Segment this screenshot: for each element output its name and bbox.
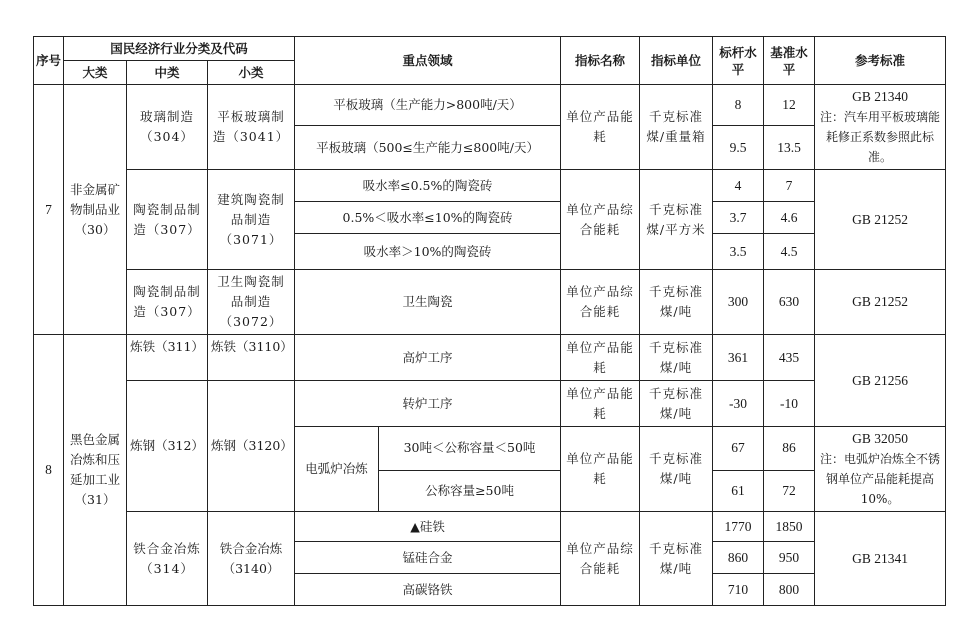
indicator-cell: 单位产品综合能耗 xyxy=(561,270,640,335)
field-cell: 平板玻璃（生产能力>800吨/天） xyxy=(295,85,561,126)
reference-cell xyxy=(815,427,946,512)
mid-cell: 炼钢（312） xyxy=(127,381,208,512)
reference-cell xyxy=(815,85,946,170)
unit-cell: 千克标准煤/吨 xyxy=(640,512,713,606)
table-row xyxy=(34,335,946,381)
arc-label-cell: 电弧炉冶炼 xyxy=(295,427,379,512)
mid-cell: 玻璃制造（304） xyxy=(127,85,208,170)
indicator-cell: 单位产品综合能耗 xyxy=(561,512,640,606)
major-cell: 非金属矿物制品业（30） xyxy=(64,85,127,335)
reference-note: 注：电弧炉冶炼全不锈钢单位产品能耗提高10%。 xyxy=(820,452,941,506)
minor-cell: 铁合金冶炼（3140） xyxy=(208,512,295,606)
indicator-cell: 单位产品综合能耗 xyxy=(561,170,640,270)
unit-cell: 千克标准煤/吨 xyxy=(640,427,713,512)
mid-cell: 铁合金冶炼（314） xyxy=(127,512,208,606)
unit-cell: 千克标准煤/吨 xyxy=(640,270,713,335)
header-industry-group: 国民经济行业分类及代码 xyxy=(64,37,295,61)
minor-cell: 炼钢（3120） xyxy=(208,381,295,512)
benchmark-cell: 61 xyxy=(713,470,764,511)
benchmark-cell: 8 xyxy=(713,85,764,126)
reference-cell: GB 21256 xyxy=(815,335,946,427)
benchmark-cell: -30 xyxy=(713,381,764,427)
table-row xyxy=(34,381,946,427)
indicator-cell: 单位产品能耗 xyxy=(561,85,640,170)
baseline-cell: 1850 xyxy=(764,512,815,542)
table-row xyxy=(34,512,946,542)
field-cell: 锰硅合金 xyxy=(295,542,561,574)
minor-cell: 建筑陶瓷制品制造（3071） xyxy=(208,170,295,270)
header-minor: 小类 xyxy=(208,61,295,85)
baseline-cell: 86 xyxy=(764,427,815,471)
unit-cell: 千克标准煤/吨 xyxy=(640,335,713,381)
table-row xyxy=(34,170,946,202)
benchmark-cell: 3.7 xyxy=(713,202,764,234)
field-cell: ▲硅铁 xyxy=(295,512,561,542)
field-cell: 高炉工序 xyxy=(295,335,561,381)
header-mid: 中类 xyxy=(127,61,208,85)
mid-cell: 炼铁（311） xyxy=(127,335,208,381)
benchmark-cell: 3.5 xyxy=(713,234,764,270)
benchmark-cell: 4 xyxy=(713,170,764,202)
minor-cell: 卫生陶瓷制品制造（3072） xyxy=(208,270,295,335)
reference-cell: GB 21341 xyxy=(815,512,946,606)
header-row-1 xyxy=(34,37,946,61)
mid-cell: 陶瓷制品制造（307） xyxy=(127,270,208,335)
reference-code: GB 32050 xyxy=(852,431,908,446)
field-cell: 转炉工序 xyxy=(295,381,561,427)
unit-cell: 千克标准煤/吨 xyxy=(640,381,713,427)
field-cell: 卫生陶瓷 xyxy=(295,270,561,335)
benchmark-cell: 1770 xyxy=(713,512,764,542)
header-indicator-name: 指标名称 xyxy=(561,37,640,85)
header-baseline: 基准水平 xyxy=(764,37,815,85)
major-cell: 黑色金属冶炼和压延加工业（31） xyxy=(64,335,127,606)
benchmark-cell: 9.5 xyxy=(713,126,764,170)
field-cell: 0.5%＜吸水率≤10%的陶瓷砖 xyxy=(295,202,561,234)
field-cell: 吸水率＞10%的陶瓷砖 xyxy=(295,234,561,270)
field-cell: 30吨＜公称容量＜50吨 xyxy=(379,427,561,471)
minor-cell: 炼铁（3110） xyxy=(208,335,295,381)
header-seq: 序号 xyxy=(34,37,64,85)
seq-cell: 8 xyxy=(34,335,64,606)
unit-cell: 千克标准煤/重量箱 xyxy=(640,85,713,170)
reference-cell: GB 21252 xyxy=(815,170,946,270)
baseline-cell: 7 xyxy=(764,170,815,202)
header-indicator-unit: 指标单位 xyxy=(640,37,713,85)
benchmark-cell: 710 xyxy=(713,574,764,606)
benchmark-cell: 67 xyxy=(713,427,764,471)
unit-cell: 千克标准煤/平方米 xyxy=(640,170,713,270)
header-field: 重点领域 xyxy=(295,37,561,85)
reference-note: 注：汽车用平板玻璃能耗修正系数参照此标准。 xyxy=(820,110,941,164)
header-reference: 参考标准 xyxy=(815,37,946,85)
baseline-cell: 4.6 xyxy=(764,202,815,234)
indicator-cell: 单位产品能耗 xyxy=(561,335,640,381)
header-benchmark: 标杆水平 xyxy=(713,37,764,85)
benchmark-cell: 300 xyxy=(713,270,764,335)
energy-benchmark-table xyxy=(33,36,946,606)
mid-cell: 陶瓷制品制造（307） xyxy=(127,170,208,270)
indicator-cell: 单位产品能耗 xyxy=(561,427,640,512)
baseline-cell: 950 xyxy=(764,542,815,574)
baseline-cell: -10 xyxy=(764,381,815,427)
field-cell: 吸水率≤0.5%的陶瓷砖 xyxy=(295,170,561,202)
reference-code: GB 21340 xyxy=(852,89,908,104)
baseline-cell: 13.5 xyxy=(764,126,815,170)
baseline-cell: 72 xyxy=(764,470,815,511)
baseline-cell: 630 xyxy=(764,270,815,335)
baseline-cell: 435 xyxy=(764,335,815,381)
field-cell: 高碳铬铁 xyxy=(295,574,561,606)
table-row xyxy=(34,85,946,126)
indicator-cell: 单位产品能耗 xyxy=(561,381,640,427)
seq-cell: 7 xyxy=(34,85,64,335)
benchmark-cell: 860 xyxy=(713,542,764,574)
baseline-cell: 800 xyxy=(764,574,815,606)
field-cell: 平板玻璃（500≤生产能力≤800吨/天） xyxy=(295,126,561,170)
benchmark-cell: 361 xyxy=(713,335,764,381)
minor-cell: 平板玻璃制造（3041） xyxy=(208,85,295,170)
field-cell: 公称容量≥50吨 xyxy=(379,470,561,511)
table-row xyxy=(34,270,946,335)
baseline-cell: 4.5 xyxy=(764,234,815,270)
header-major: 大类 xyxy=(64,61,127,85)
baseline-cell: 12 xyxy=(764,85,815,126)
reference-cell: GB 21252 xyxy=(815,270,946,335)
